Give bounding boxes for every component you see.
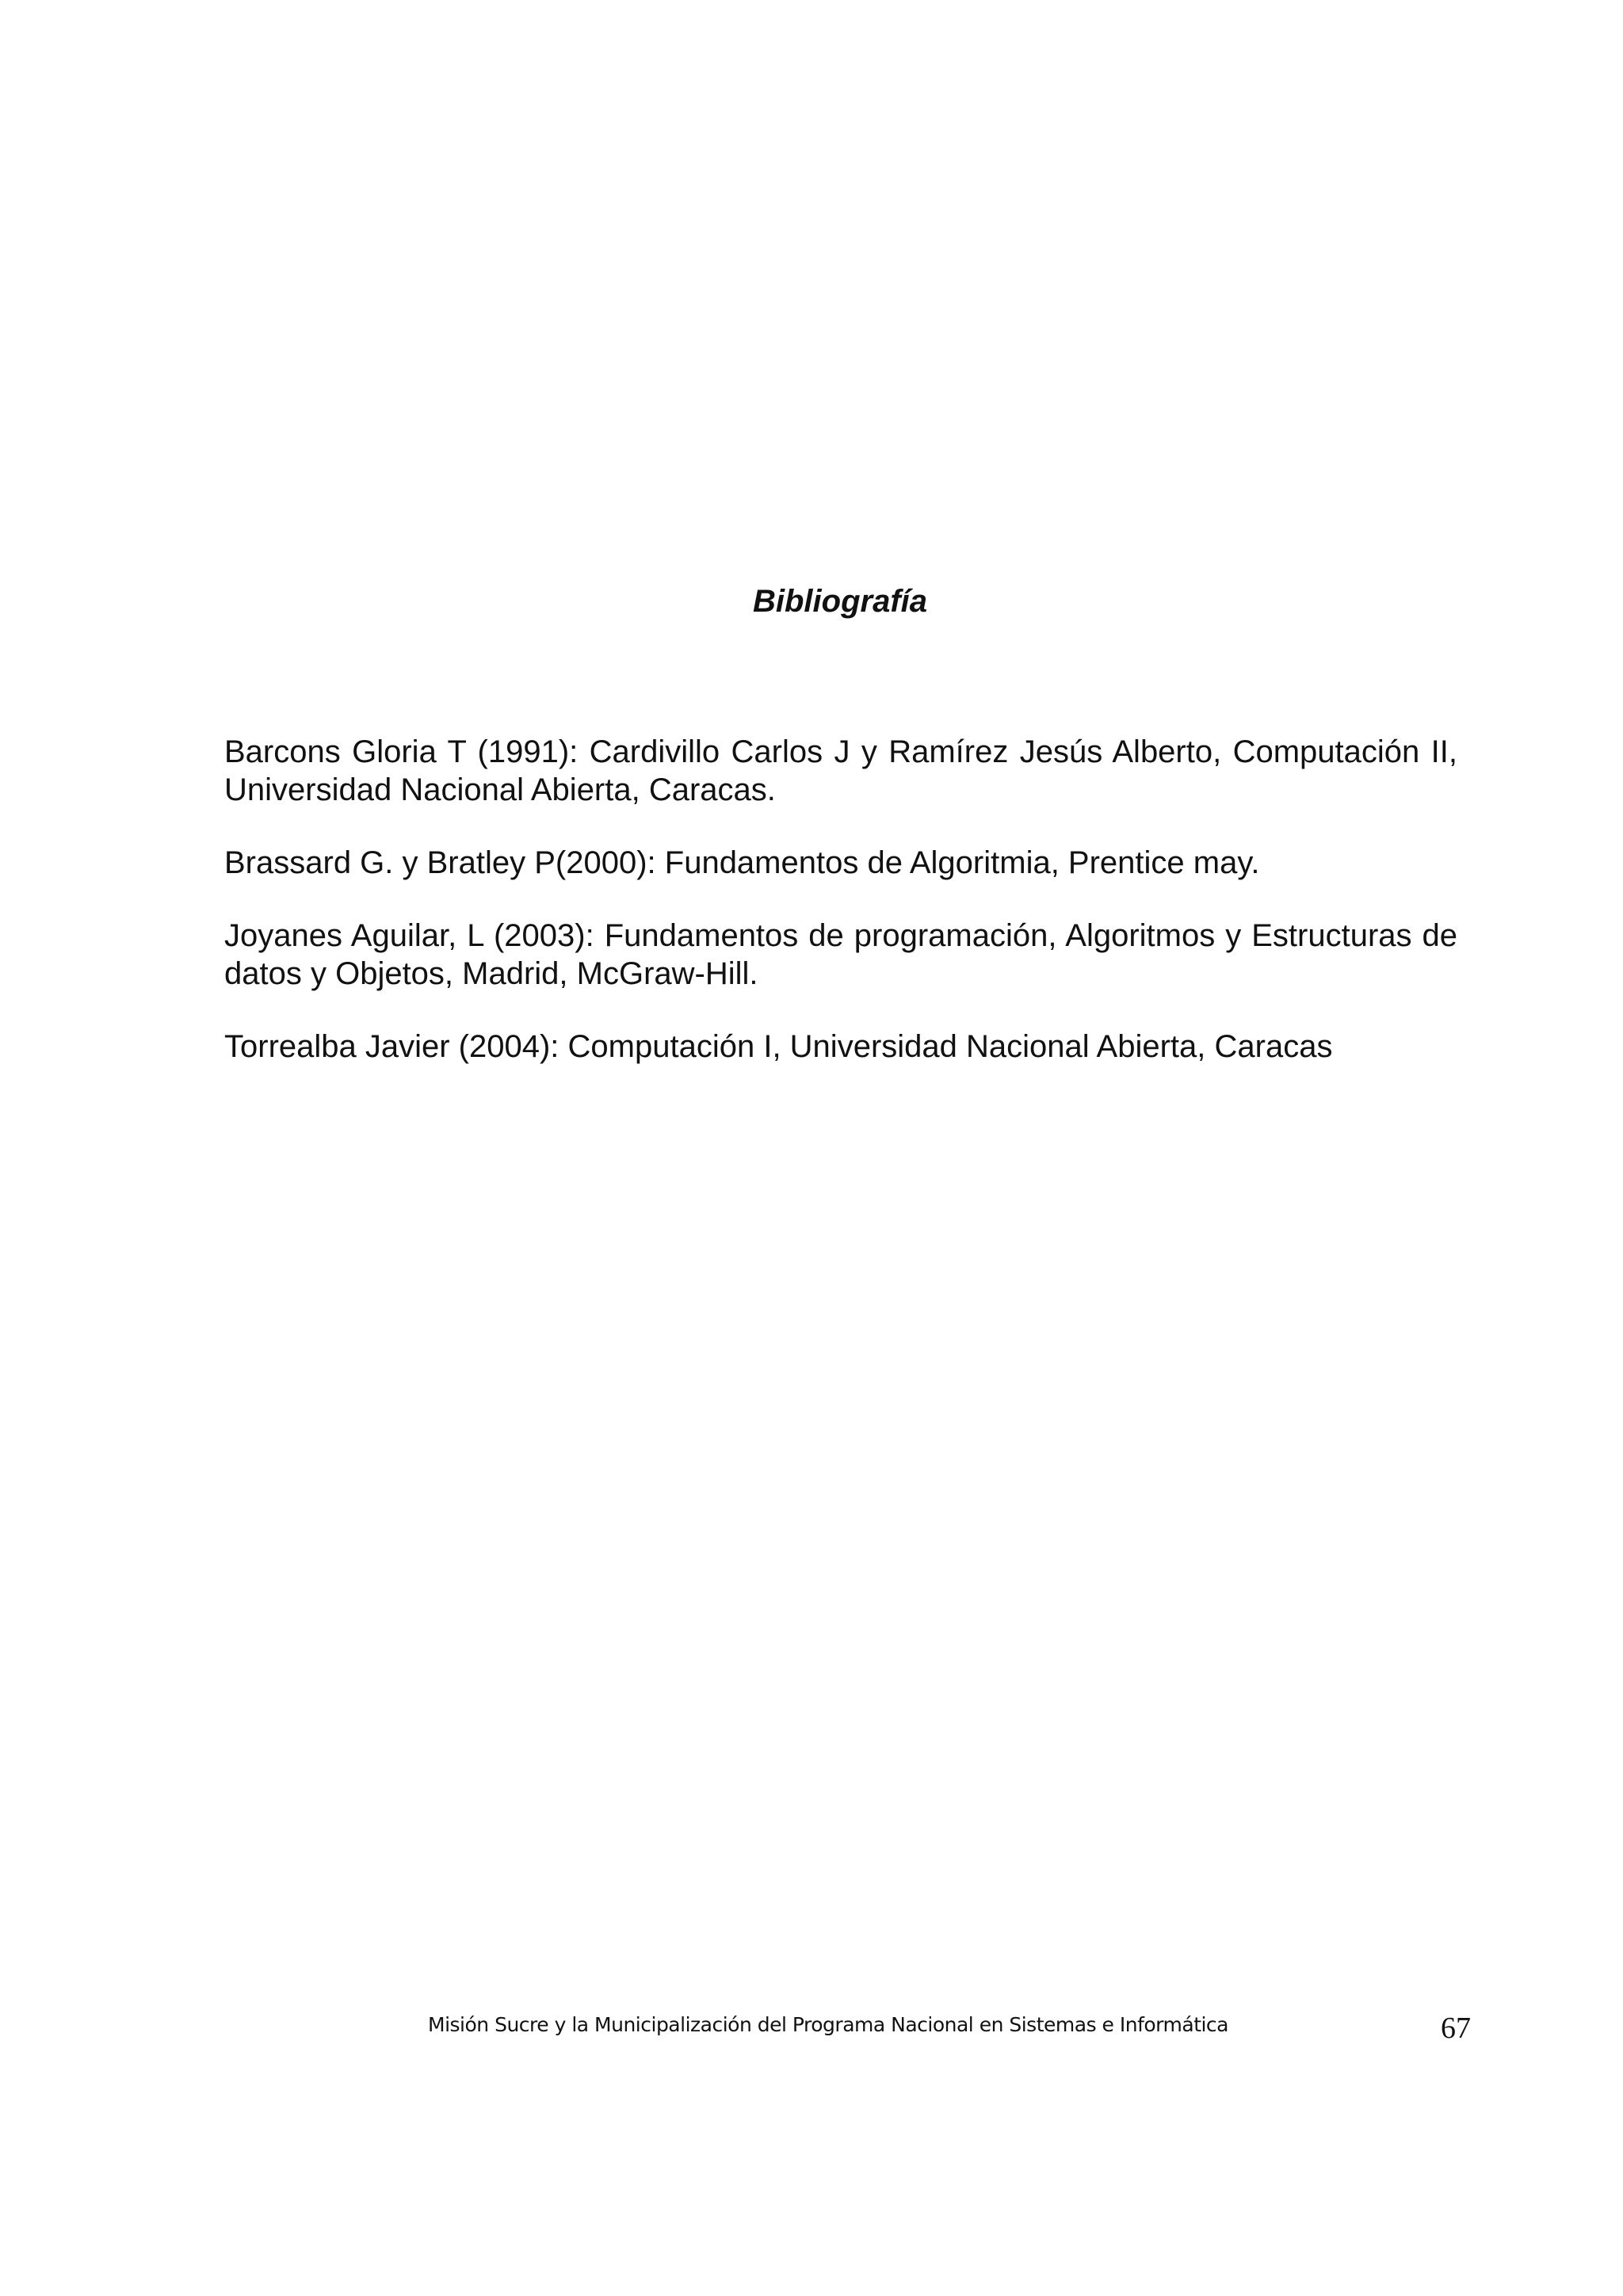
page-footer [0, 2011, 1623, 2058]
page-number: 67 [1441, 2012, 1471, 2045]
bibliography-entry: Brassard G. y Bratley P(2000): Fundamentos de Algoritmia, Prentice may. [224, 845, 1260, 880]
bibliography-list [224, 733, 1457, 1100]
bibliography-entry: Barcons Gloria T (1991): Cardivillo Carlos J y Ramírez Jesús Alberto, Computación II, Universidad Nacional Abierta, Caracas. [224, 734, 1457, 807]
bibliography-entry: Torrealba Javier (2004): Computación I, Universidad Nacional Abierta, Caracas [224, 1029, 1333, 1064]
bibliography-entry: Joyanes Aguilar, L (2003): Fundamentos de programación, Algoritmos y Estructuras de datos y Objetos, Madrid, McGraw-Hill. [224, 918, 1457, 991]
page-title: Bibliografía [752, 584, 928, 619]
footer-text: Misión Sucre y la Municipalización del Programa Nacional en Sistemas e Informática [428, 2013, 1229, 2036]
